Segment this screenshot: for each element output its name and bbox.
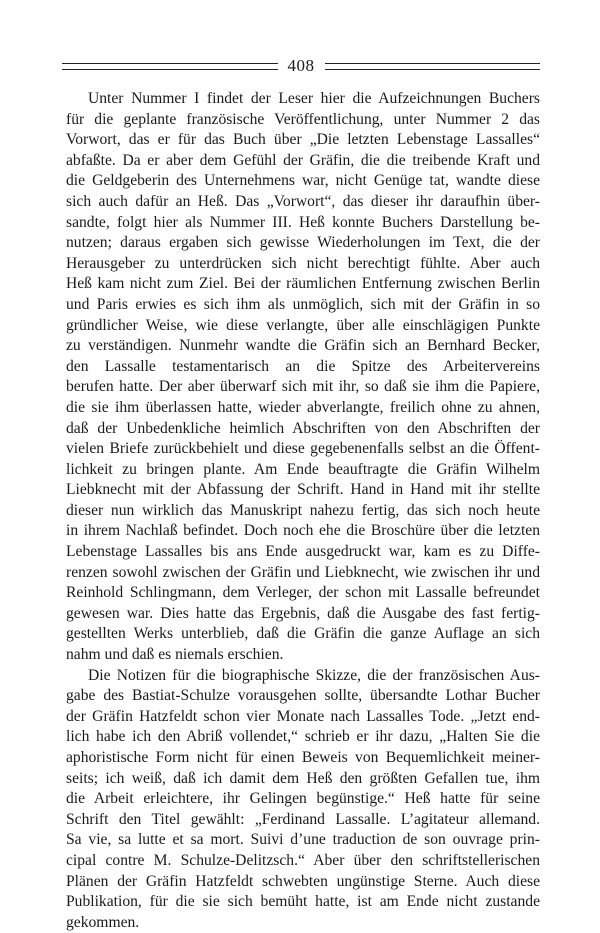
text-line: berufen hatte. Der aber überwarf sich mit ihr, so daß sie ihm die Papiere, (66, 378, 540, 396)
text-line: gewesen war. Dies hatte das Ergebnis, daß die Ausgabe des fast fertig- (66, 604, 540, 622)
text-line: Plänen der Gräfin Hatzfeldt schwebten ungünstige Sterne. Auch diese (66, 872, 540, 890)
text-line: und Paris erwies es sich ihm als unmöglich, sich mit der Gräfin in so (66, 295, 540, 313)
text-line: die Arbeit erleichtere, ihr Gelingen begünstige.“ Heß hatte für seine (66, 790, 540, 808)
text-line: lich habe ich den Abriß vollendet,“ schrieb er ihr dazu, „Halten Sie die (66, 728, 540, 746)
text-line: Herausgeber zu unterdrücken sich nicht berechtigt fühlte. Aber auch (66, 254, 540, 272)
text-line: in ihrem Nachlaß befindet. Doch noch ehe die Broschüre über die letzten (66, 522, 540, 540)
text-line: Liebknecht mit der Abfassung der Schrift. Hand in Hand mit ihr stellte (66, 481, 540, 499)
text-line: der Gräfin Hatzfeldt schon vier Monate nach Lassalles Tode. „Jetzt end- (66, 707, 540, 725)
text-line: die sie ihm überlassen hatte, wieder abverlangte, freilich ohne zu ahnen, (66, 398, 540, 416)
text-line: renzen sowohl zwischen der Gräfin und Liebknecht, wie zwischen ihr und (66, 563, 540, 581)
text-line: die Geldgeberin des Unternehmens war, nicht Genüge tat, wandte diese (66, 172, 540, 190)
text-line: Lebenstage Lassalles bis ans Ende ausgedruckt war, kam es zu Diffe- (66, 543, 540, 561)
text-line: seits; ich weiß, daß ich damit dem Heß den größten Gefallen tue, ihm (66, 769, 540, 787)
text-line: daß der Unbedenkliche heimlich Abschriften von den Abschriften der (66, 419, 540, 437)
text-line: gestellten Werks unterblieb, daß die Gräfin die ganze Auflage an sich (66, 625, 540, 643)
text-line: für die geplante französische Veröffentlichung, unter Nummer 2 das (66, 110, 540, 128)
text-line: Die Notizen für die biographische Skizze, die der französischen Aus- (88, 666, 540, 684)
text-line: Reinhold Schlingmann, dem Verleger, der schon mit Lassalle befreundet (66, 584, 540, 602)
page-header (62, 52, 540, 80)
text-line: gabe des Bastiat-Schulze vorausgehen sollte, übersandte Lothar Bucher (66, 687, 540, 705)
text-line: nutzen; daraus ergaben sich gewisse Wiederholungen im Text, die der (66, 234, 540, 252)
text-line: gründlicher Weise, wie diese verlangte, über alle einschlägigen Punkte (66, 316, 540, 334)
text-line: vielen Briefe zurückbehielt und diese gegebenenfalls selbst an die Öffent- (66, 440, 540, 458)
text-line: Vorwort, das er für das Buch über „Die letzten Lebenstage Lassalles“ (66, 131, 540, 149)
page-body (66, 89, 540, 933)
text-line: gekommen. (66, 913, 140, 931)
text-line: sandte, folgt hier als Nummer III. Heß konnte Buchers Darstellung be- (66, 213, 540, 231)
text-line: cipal contre M. Schulze-Delitzsch.“ Aber über den schriftstellerischen (66, 851, 540, 869)
header-rule-right (325, 63, 541, 70)
text-line: Unter Nummer I findet der Leser hier die Aufzeichnungen Buchers (88, 90, 540, 107)
text-line: Publikation, für die sie sich bemüht hatte, ist am Ende nicht zustande (66, 893, 540, 911)
paragraph-1 (66, 89, 540, 666)
text-line: lichkeit zu bringen plante. Am Ende beauftragte die Gräfin Wilhelm (66, 460, 540, 478)
paragraph-2 (66, 666, 540, 933)
text-line: Sa vie, sa lutte et sa mort. Suivi d’une traduction de son ouvrage prin- (66, 831, 540, 849)
text-line: sich auch dafür an Heß. Das „Vorwort“, das dieser ihr daraufhin über- (66, 192, 540, 210)
text-line: abfaßte. Da er aber dem Gefühl der Gräfin, die die treibende Kraft und (66, 151, 540, 169)
text-line: den Lassalle testamentarisch an die Spitze des Arbeitervereins (66, 357, 540, 375)
header-rule-left (62, 63, 278, 70)
page-number: 408 (287, 56, 315, 75)
text-line: aphoristische Form nicht für einen Beweis von Bequemlichkeit meiner- (66, 749, 540, 766)
text-line: dieser nun wirklich das Manuskript nahezu fertig, das sich noch heute (66, 501, 540, 519)
text-line: nahm und daß es niemals erschien. (66, 646, 284, 664)
text-line: Heß kam nicht zum Ziel. Bei der räumlichen Entfernung zwischen Berlin (66, 275, 540, 293)
text-line: Schrift den Titel gewählt: „Ferdinand Lassalle. L’agitateur allemand. (66, 810, 540, 828)
text-line: zu verständigen. Nunmehr wandte die Gräfin sich an Bernhard Becker, (66, 337, 540, 355)
